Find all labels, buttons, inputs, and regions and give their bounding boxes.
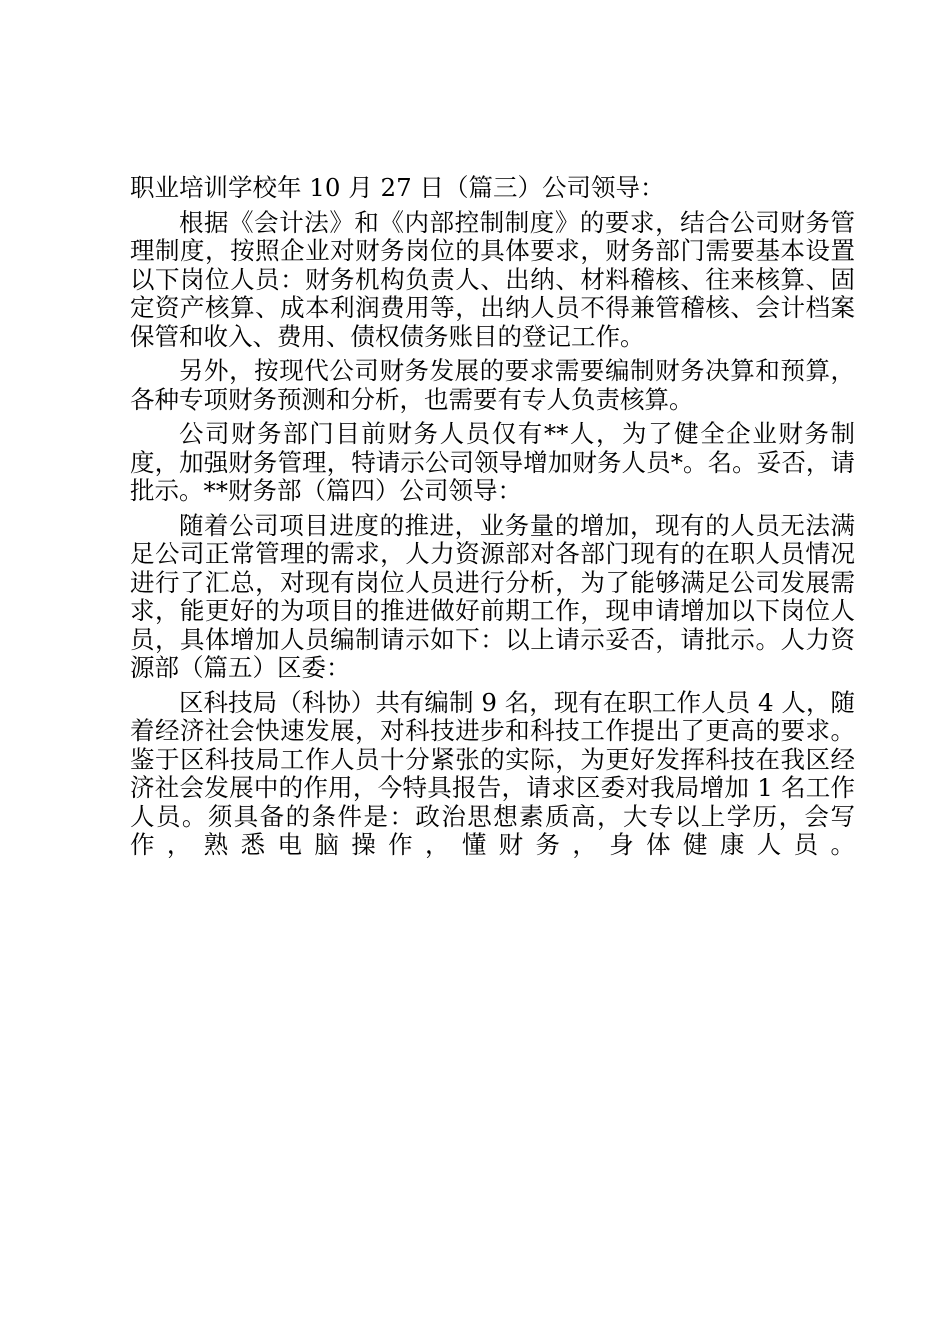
paragraph-salutation-1: 职业培训学校年 10 月 27 日（篇三）公司领导：	[130, 173, 665, 202]
paragraph-finance-request: 公司财务部门目前财务人员仅有**人，为了健全企业财务制度，加强财务管理，特请示公司领导增加财务人员*。名。妥否，请批示。**财务部（篇四）公司领导：	[130, 419, 855, 505]
paragraph-budget-analysis: 另外，按现代公司财务发展的要求需要编制财务决算和预算，各种专项财务预测和分析，也需要有专人负责核算。	[130, 356, 855, 414]
document-body	[130, 174, 855, 866]
paragraph-tech-bureau-request: 区科技局（科协）共有编制 9 名，现有在职工作人员 4 人，随着经济社会快速发展，对科技进步和科技工作提出了更高的要求。鉴于区科技局工作人员十分紧张的实际，为更好发挥科技在我区经济社会发展中的作用，今特具报告，请求区委对我局增加 1 名工作人员。须具备的条件是：政治思想素质高，大专以上学历，会写作，熟悉电脑操作，懂财务，身体健康人员。	[130, 687, 855, 859]
paragraph-hr-request: 随着公司项目进度的推进，业务量的增加，现有的人员无法满足公司正常管理的需求，人力资源部对各部门现有的在职人员情况进行了汇总，对现有岗位人员进行分析，为了能够满足公司发展需求，能更好的为项目的推进做好前期工作，现申请增加以下岗位人员，具体增加人员编制请示如下：以上请示妥否，请批示。人力资源部（篇五）区委：	[130, 510, 855, 682]
paragraph-finance-positions: 根据《会计法》和《内部控制制度》的要求，结合公司财务管理制度，按照企业对财务岗位的具体要求，财务部门需要基本设置以下岗位人员：财务机构负责人、出纳、材料稽核、往来核算、固定资产核算、成本利润费用等，出纳人员不得兼管稽核、会计档案保管和收入、费用、债权债务账目的登记工作。	[130, 207, 855, 351]
